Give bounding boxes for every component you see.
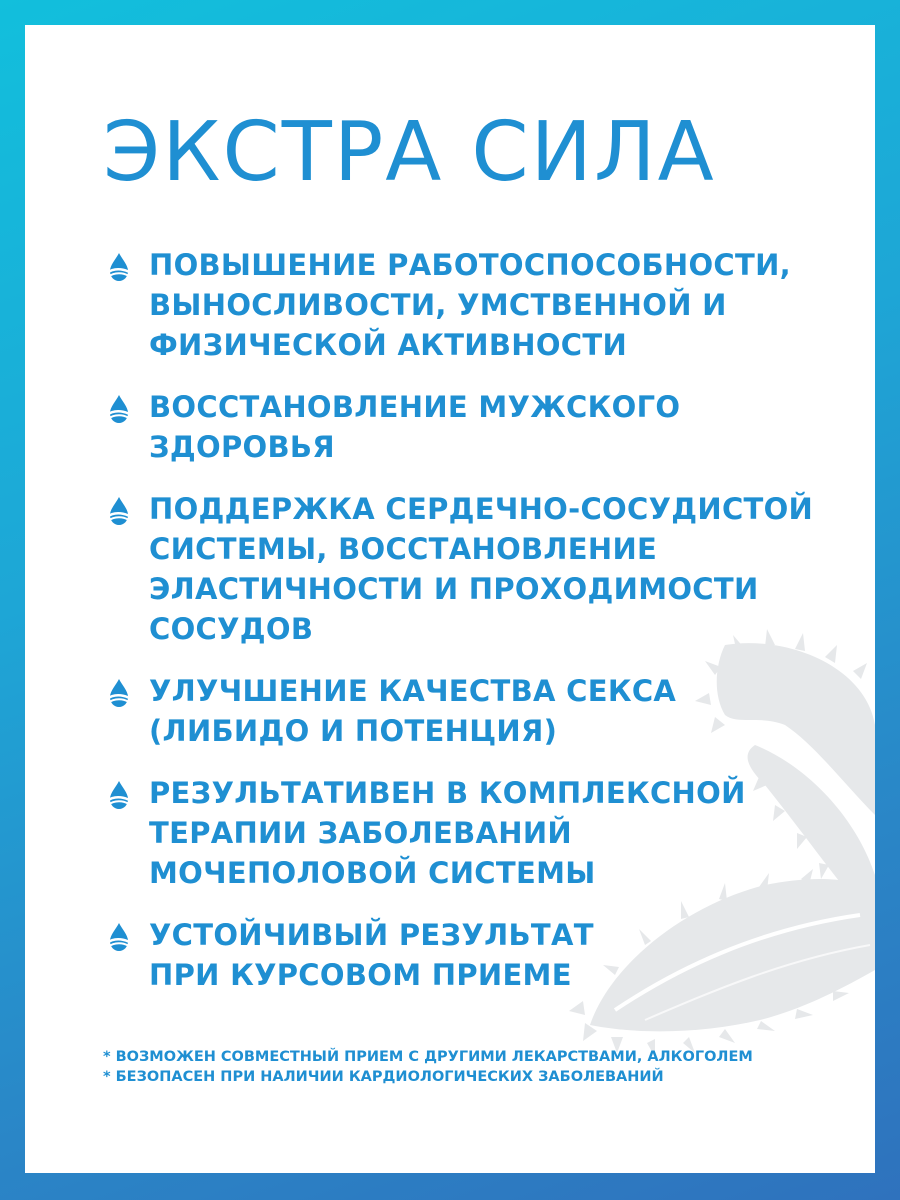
- water-drop-icon: [103, 779, 135, 811]
- benefit-text: ПОДДЕРЖКА СЕРДЕЧНО-СОСУДИСТОЙ СИСТЕМЫ, ВОССТАНОВЛЕНИЕ ЭЛАСТИЧНОСТИ И ПРОХОДИМОСТИ СОСУДОВ: [149, 492, 814, 646]
- water-drop-icon: [103, 677, 135, 709]
- benefit-item: [103, 671, 843, 751]
- footnote: * БЕЗОПАСЕН ПРИ НАЛИЧИИ КАРДИОЛОГИЧЕСКИХ ЗАБОЛЕВАНИЙ: [103, 1069, 664, 1085]
- benefit-item: [103, 387, 843, 467]
- benefit-item: [103, 773, 843, 893]
- water-drop-icon: [103, 921, 135, 953]
- water-drop-icon: [103, 251, 135, 283]
- page-title: ЭКСТРА СИЛА: [103, 105, 716, 200]
- benefit-item: [103, 915, 843, 995]
- benefit-text: ВОССТАНОВЛЕНИЕ МУЖСКОГО ЗДОРОВЬЯ: [149, 390, 681, 464]
- footnotes: [103, 1047, 863, 1087]
- water-drop-icon: [103, 393, 135, 425]
- benefit-text: УЛУЧШЕНИЕ КАЧЕСТВА СЕКСА (ЛИБИДО И ПОТЕНЦИЯ): [149, 674, 677, 748]
- benefit-item: [103, 489, 843, 649]
- benefits-list: [103, 245, 843, 1017]
- benefit-text: ПОВЫШЕНИЕ РАБОТОСПОСОБНОСТИ, ВЫНОСЛИВОСТИ, УМСТВЕННОЙ И ФИЗИЧЕСКОЙ АКТИВНОСТИ: [149, 248, 791, 362]
- benefit-item: [103, 245, 843, 365]
- content-card: [25, 25, 875, 1173]
- water-drop-icon: [103, 495, 135, 527]
- footnote: * ВОЗМОЖЕН СОВМЕСТНЫЙ ПРИЕМ С ДРУГИМИ ЛЕКАРСТВАМИ, АЛКОГОЛЕМ: [103, 1049, 753, 1065]
- benefit-text: РЕЗУЛЬТАТИВЕН В КОМПЛЕКСНОЙ ТЕРАПИИ ЗАБОЛЕВАНИЙ МОЧЕПОЛОВОЙ СИСТЕМЫ: [149, 776, 746, 890]
- benefit-text: УСТОЙЧИВЫЙ РЕЗУЛЬТАТ ПРИ КУРСОВОМ ПРИЕМЕ: [149, 918, 594, 992]
